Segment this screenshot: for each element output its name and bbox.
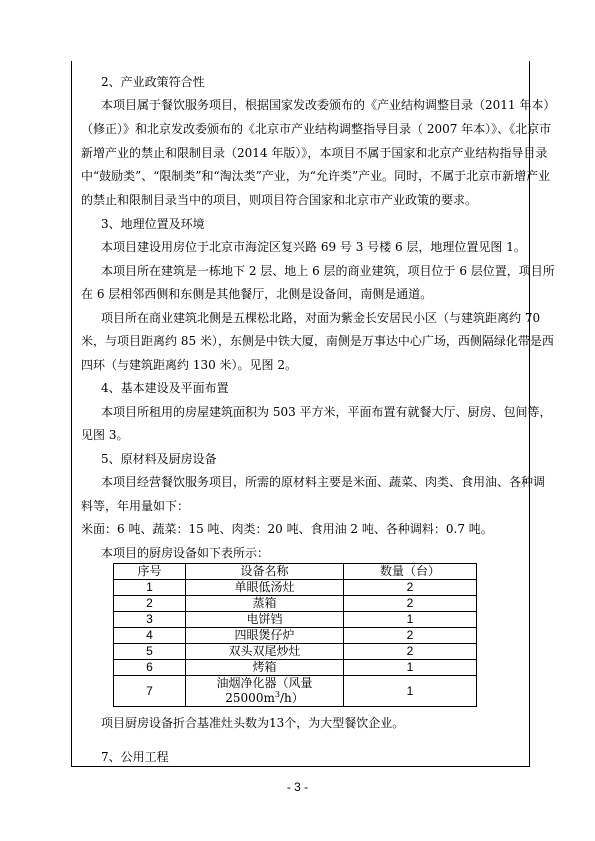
table-cell: 电饼铛 xyxy=(186,612,344,628)
paragraph-line: 本项目建设用房位于北京市海淀区复兴路 69 号 3 号楼 6 层，地理位置见图 1。 xyxy=(101,240,526,254)
table-cell: 双头双尾炒灶 xyxy=(186,644,344,660)
paragraph-line: （修正）》和北京发改委颁布的《北京市产业结构调整指导目录（ 2007 年本）》、《北京市 xyxy=(81,122,552,136)
table-cell: 四眼煲仔炉 xyxy=(186,628,344,644)
table-cell: 7 xyxy=(114,676,186,707)
table-cell: 1 xyxy=(344,676,477,707)
table-cell: 2 xyxy=(344,580,477,596)
paragraph-line: 四环（与建筑距离约 130 米）。见图 2。 xyxy=(81,358,297,372)
table-cell: 3 xyxy=(114,612,186,628)
paragraph-line: 在 6 层相邻西侧和东侧是其他餐厅，北侧是设备间，南侧是通道。 xyxy=(81,287,433,301)
table-cell: 1 xyxy=(344,612,477,628)
equipment-name: 油烟净化器（风量 25000m xyxy=(216,676,313,705)
paragraph-line: 本项目所租用的房屋建筑面积为 503 平方米，平面布置有就餐大厅、厨房、包间等， xyxy=(101,405,552,419)
paragraph-line: 料等，年用量如下： xyxy=(81,499,190,513)
table-cell: 2 xyxy=(344,644,477,660)
table-cell: 1 xyxy=(114,580,186,596)
page-number: - 3 - xyxy=(286,780,309,794)
table-row xyxy=(114,676,477,707)
table-row xyxy=(114,628,477,644)
paragraph-line: 本项目属于餐饮服务项目，根据国家发改委颁布的《产业结构调整目录（2011 年本） xyxy=(101,98,556,112)
section-heading-layout: 4、基本建设及平面布置 xyxy=(101,381,229,395)
table-row xyxy=(114,580,477,596)
section-heading-location: 3、地理位置及环境 xyxy=(101,217,205,231)
table-cell: 1 xyxy=(344,660,477,676)
table-row xyxy=(114,660,477,676)
paragraph-line: 中“鼓励类”、“限制类”和“淘汰类”产业，为“允许类”产业。同时，不属于北京市新增产业 xyxy=(81,169,551,183)
paragraph-line: 本项目所在建筑是一栋地下 2 层、地上 6 层的商业建筑，项目位于 6 层位置，项目所 xyxy=(101,264,555,278)
paragraph-line: 的禁止和限制目录当中的项目，则项目符合国家和北京市产业政策的要求。 xyxy=(81,193,478,207)
table-header-row xyxy=(114,564,477,580)
paragraph-line: 本项目经营餐饮服务项目，所需的原材料主要是米面、蔬菜、肉类、食用油、各种调 xyxy=(101,475,546,489)
equipment-name-suffix: /h） xyxy=(279,691,304,705)
header-cell: 序号 xyxy=(114,564,186,580)
table-cell: 2 xyxy=(344,628,477,644)
table-cell: 5 xyxy=(114,644,186,660)
section-heading-industrial-policy: 2、产业政策符合性 xyxy=(101,75,205,89)
table-cell: 2 xyxy=(344,596,477,612)
table-row xyxy=(114,644,477,660)
paragraph-line: 米面：6 吨、蔬菜：15 吨、肉类：20 吨、食用油 2 吨、各种调料：0.7 吨。 xyxy=(81,522,493,536)
paragraph-line: 项目所在商业建筑北侧是五棵松北路，对面为紫金长安居民小区（与建筑距离约 70 xyxy=(101,311,541,325)
table-cell: 2 xyxy=(114,596,186,612)
paragraph-line: 本项目的厨房设备如下表所示： xyxy=(101,546,270,560)
table-row xyxy=(114,612,477,628)
paragraph-line: 米，与项目距离约 85 米），东侧是中铁大厦，南侧是万事达中心广场，西侧隔绿化带是西 xyxy=(81,334,554,348)
section-heading-utilities: 7、公用工程 xyxy=(101,750,169,764)
table-row xyxy=(114,596,477,612)
table-cell: 单眼低汤灶 xyxy=(186,580,344,596)
superscript: 3 xyxy=(274,690,280,699)
header-cell: 数量（台） xyxy=(344,564,477,580)
paragraph-line: 新增产业的禁止和限制目录（2014 年版）》，本项目不属于国家和北京产业结构指导目录 xyxy=(81,146,548,160)
header-cell: 设备名称 xyxy=(186,564,344,580)
table-cell: 6 xyxy=(114,660,186,676)
table-cell xyxy=(186,676,344,707)
section-heading-materials: 5、原材料及厨房设备 xyxy=(101,452,217,466)
table-cell: 烤箱 xyxy=(186,660,344,676)
equipment-table xyxy=(113,563,477,707)
paragraph-line: 见图 3。 xyxy=(81,428,129,442)
paragraph-line: 项目厨房设备折合基准灶头数为13个，为大型餐饮企业。 xyxy=(101,716,405,730)
table-cell: 蒸箱 xyxy=(186,596,344,612)
table-cell: 4 xyxy=(114,628,186,644)
